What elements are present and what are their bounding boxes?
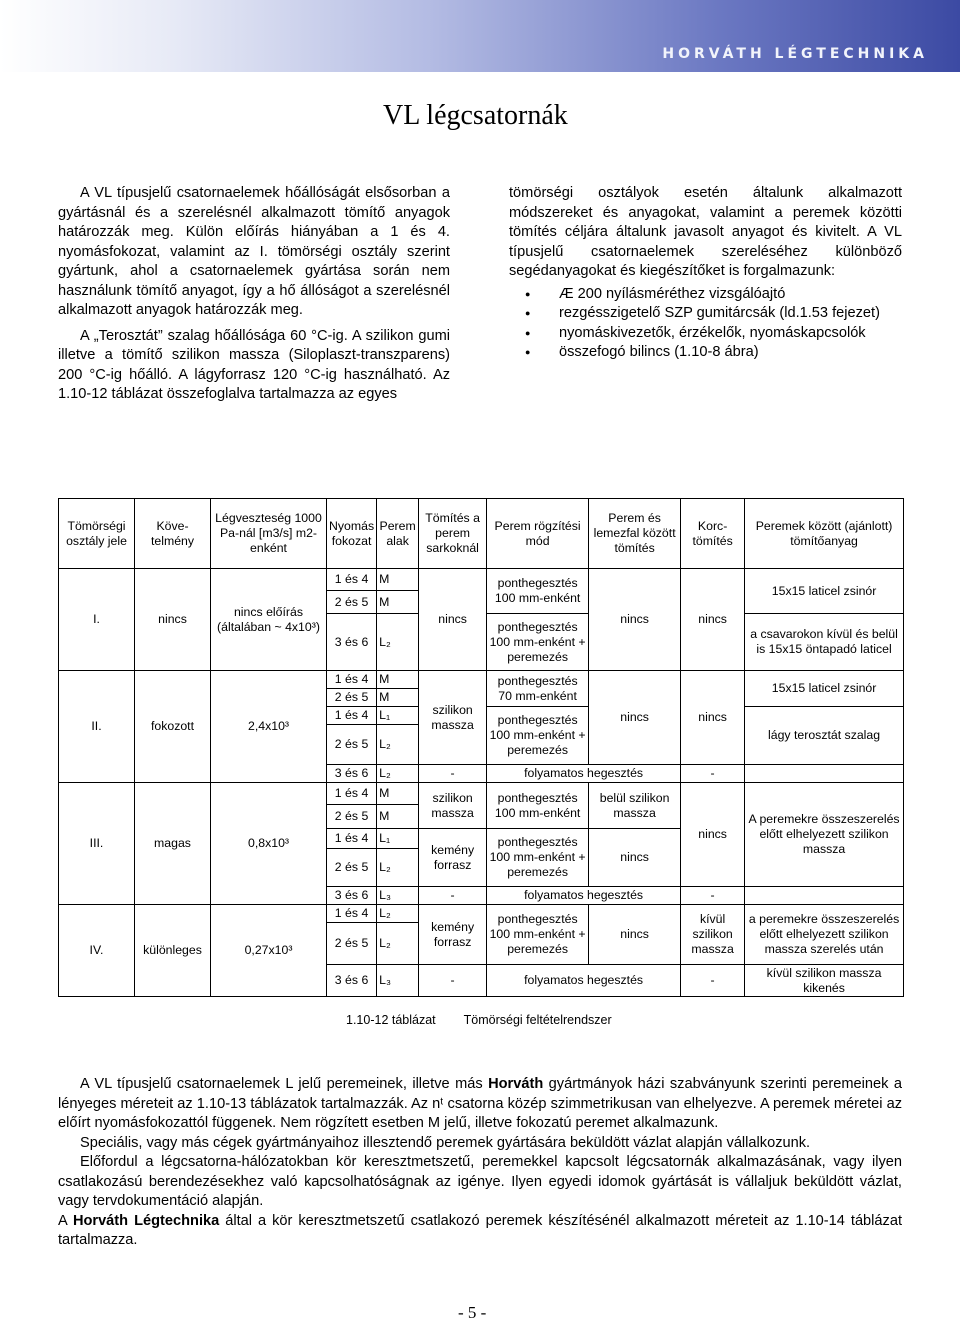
list-item: ● Æ 200 nyílásméréthez vizsgálóajtó (525, 285, 902, 305)
flange-type: M (377, 805, 419, 829)
flange-fixing: ponthegesztés 100 mm-enként + peremezés (487, 707, 589, 765)
pressure-class: 3 és 6 (327, 965, 377, 997)
brand-logo: HORVÁTH LÉGTECHNIKA (662, 46, 928, 62)
recommended-sealant: a csavarokon kívül és belül is 15x15 öntapadó laticel (745, 614, 904, 671)
table-header: Tömítés a perem sarkoknál (419, 499, 487, 569)
paragraph (58, 1075, 902, 1134)
requirement: különleges (135, 905, 211, 997)
pressure-class: 1 és 4 (327, 569, 377, 591)
paragraph: A „Terosztát” szalag hőállósága 60 °C-ig. A szilikon gumi illetve a tömítő szilikon massza (Siloplaszt-transzparens) 200 °C-ig hőálló. A lágyforrasz 120 °C-ig használható. Az 1.10-12 táblázat összefoglalva tartalmazza az egyes (58, 327, 450, 402)
pressure-class: 1 és 4 (327, 783, 377, 805)
seam-seal: nincs (681, 783, 745, 887)
flange-fixing: ponthegesztés 100 mm-enként (487, 783, 589, 829)
table-caption (346, 1013, 612, 1027)
table-row (59, 569, 904, 591)
flange-fixing: ponthegesztés 100 mm-enként + peremezés (487, 905, 589, 965)
recommended-sealant (745, 887, 904, 905)
brand-name: Horváth (488, 1076, 544, 1092)
table-header: Perem rögzítési mód (487, 499, 589, 569)
corner-seal: szilikon massza (419, 783, 487, 829)
table-header: Peremek között (ajánlott) tömítőanyag (745, 499, 904, 569)
seam-seal: nincs (681, 569, 745, 671)
text-run: A (58, 1212, 73, 1229)
corner-seal: nincs (419, 569, 487, 671)
pressure-class: 1 és 4 (327, 829, 377, 849)
flange-type: L₃ (377, 887, 419, 905)
pressure-class: 2 és 5 (327, 923, 377, 965)
flange-type: L₂ (377, 905, 419, 923)
table-header: Nyomás fokozat (327, 499, 377, 569)
seam-seal: - (681, 887, 745, 905)
flange-fixing: ponthegesztés 100 mm-enként (487, 569, 589, 614)
corner-seal: szilikon massza (419, 671, 487, 765)
tightness-class-table (58, 498, 904, 997)
flange-type: L₁ (377, 707, 419, 725)
table-row (59, 671, 904, 689)
flange-wall-seal: nincs (589, 569, 681, 671)
table-header: Köve-telmény (135, 499, 211, 569)
brand-name: Horváth Légtechnika (72, 1212, 220, 1229)
seam-seal: - (681, 965, 745, 997)
pressure-class: 1 és 4 (327, 671, 377, 689)
page-title: VL légcsatornák (383, 100, 568, 131)
flange-fixing: ponthegesztés 100 mm-enként + peremezés (487, 614, 589, 671)
flange-fixing: folyamatos hegesztés (487, 765, 681, 783)
list-item: ● rezgésszigetelő SZP gumitárcsák (ld.1.53 fejezet) (525, 304, 902, 324)
requirement: magas (135, 783, 211, 905)
paragraph: Speciális, vagy más cégek gyártmányaihoz illesztendő peremek gyártására beküldött vázlat alapján vállalkozunk. (80, 1134, 811, 1151)
flange-type: L₂ (377, 614, 419, 671)
leakage: 0,8x10³ (211, 783, 327, 905)
flange-wall-seal: nincs (589, 829, 681, 887)
pressure-class: 1 és 4 (327, 905, 377, 923)
pressure-class: 2 és 5 (327, 805, 377, 829)
flange-wall-seal: nincs (589, 671, 681, 765)
left-column (58, 184, 450, 405)
text-run: gyártmányok házi szabványunk szerinti peremeinek a lényeges méreteit az 1.10-13 táblázatok tartalmazzák. Az nᵗ csatorna közép szimmetrikusan van elhelyezve. A peremek méretei az előírt nyomásfokozattól függenek. Nem rögzített esetben M jelű, illetve fokozatú peremet alkalmazunk. (58, 1076, 902, 1131)
flange-fixing: folyamatos hegesztés (487, 965, 681, 997)
table-row (59, 905, 904, 923)
caption-number: 1.10-12 táblázat (346, 1013, 436, 1027)
seam-seal: kívül szilikon massza (681, 905, 745, 965)
bottom-text (58, 1075, 902, 1251)
seam-seal: - (681, 765, 745, 783)
pressure-class: 2 és 5 (327, 689, 377, 707)
leakage: 2,4x10³ (211, 671, 327, 783)
corner-seal: kemény forrasz (419, 905, 487, 965)
pressure-class: 1 és 4 (327, 707, 377, 725)
flange-type: M (377, 591, 419, 614)
table-header: Perem és lemezfal között tömítés (589, 499, 681, 569)
seam-seal: nincs (681, 671, 745, 765)
recommended-sealant: 15x15 laticel zsinór (745, 671, 904, 707)
flange-type: L₂ (377, 725, 419, 765)
paragraph (58, 1212, 902, 1251)
flange-type: L₁ (377, 829, 419, 849)
recommended-sealant (745, 765, 904, 783)
flange-wall-seal: nincs (589, 905, 681, 965)
pressure-class: 2 és 5 (327, 591, 377, 614)
flange-type: M (377, 689, 419, 707)
leakage: nincs előírás (általában ~ 4x10³) (211, 569, 327, 671)
flange-type: L₂ (377, 923, 419, 965)
corner-seal: kemény forrasz (419, 829, 487, 887)
class-id: III. (59, 783, 135, 905)
flange-type: L₂ (377, 849, 419, 887)
table-header-row (59, 499, 904, 569)
table-header: Korc-tömítés (681, 499, 745, 569)
recommended-sealant: 15x15 laticel zsinór (745, 569, 904, 614)
pressure-class: 2 és 5 (327, 849, 377, 887)
right-column (509, 184, 902, 363)
flange-wall-seal: belül szilikon massza (589, 783, 681, 829)
flange-type: M (377, 783, 419, 805)
flange-type: L₂ (377, 765, 419, 783)
class-id: I. (59, 569, 135, 671)
recommended-sealant: lágy terosztát szalag (745, 707, 904, 765)
recommended-sealant: kívül szilikon massza kikenés (745, 965, 904, 997)
page-number: - 5 - (458, 1303, 487, 1322)
pressure-class: 3 és 6 (327, 765, 377, 783)
text-run: által a kör keresztmetszetű csatlakozó peremek készítésénél alkalmazott méreteit az 1.10-14 táblázat tartalmazza. (58, 1212, 903, 1248)
list-item: ● összefogó bilincs (1.10-8 ábra) (525, 343, 902, 363)
class-id: IV. (59, 905, 135, 997)
pressure-class: 3 és 6 (327, 614, 377, 671)
flange-type: M (377, 569, 419, 591)
recommended-sealant: A peremekre összeszerelés előtt elhelyezett szilikon massza (745, 783, 904, 887)
requirement: fokozott (135, 671, 211, 783)
table-row (59, 783, 904, 805)
corner-seal: - (419, 887, 487, 905)
requirement: nincs (135, 569, 211, 671)
bullet-list (509, 285, 902, 363)
leakage: 0,27x10³ (211, 905, 327, 997)
flange-fixing: ponthegesztés 100 mm-enként + peremezés (487, 829, 589, 887)
header-banner (0, 0, 960, 72)
recommended-sealant: a peremekre összeszerelés előtt elhelyezett szilikon massza szerelés után (745, 905, 904, 965)
caption-label: Tömörségi feltételrendszer (463, 1013, 612, 1027)
corner-seal: - (419, 765, 487, 783)
corner-seal: - (419, 965, 487, 997)
class-id: II. (59, 671, 135, 783)
table-header: Perem alak (377, 499, 419, 569)
flange-type: L₃ (377, 965, 419, 997)
table-header: Tömörségi osztály jele (59, 499, 135, 569)
pressure-class: 3 és 6 (327, 887, 377, 905)
flange-type: M (377, 671, 419, 689)
paragraph: A VL típusjelű csatornaelemek hőállóságát elsősorban a gyártásnál és a szerelésnél alkalmazott tömítő anyagok határozzák meg. Külön előírás hiányában a 1 és 4. nyomásfokozat, valamint az I. tömörségi osztály szerint gyártunk, ahol a csatornaelemek gyártása során nem használunk tömítő anyagot, így a hő állóságot a szerelésnél alkalmazott anyagok határozzák meg. (58, 185, 450, 318)
paragraph: tömörségi osztályok esetén általunk alkalmazott módszereket és anyagokat, valamint a peremek közötti tömítés céljára általunk javasolt anyagot és kivitelt. A VL típusjelű csatornaelemek szereléséhez különböző segédanyagokat és kiegészítőket is forgalmazunk: (509, 185, 902, 279)
text-run: A VL típusjelű csatornaelemek L jelű peremeinek, illetve más (80, 1076, 489, 1092)
flange-fixing: ponthegesztés 70 mm-enként (487, 671, 589, 707)
paragraph: Előfordul a légcsatorna-hálózatokban kör keresztmetszetű, peremekkel kapcsolt légcsatornák alkalmazásának, vagy ilyen csatlakozású berendezésekhez való kapcsolhatóságnak az igénye. Ilyen egyedi idomok gyártását is vállaljuk beküldött vázlat, vagy tervdokumentáció alapján. (58, 1154, 902, 1209)
table-header: Légveszteség 1000 Pa-nál [m3/s] m2-enként (211, 499, 327, 569)
list-item: ● nyomáskivezetők, érzékelők, nyomáskapcsolók (525, 324, 902, 344)
pressure-class: 2 és 5 (327, 725, 377, 765)
flange-fixing: folyamatos hegesztés (487, 887, 681, 905)
